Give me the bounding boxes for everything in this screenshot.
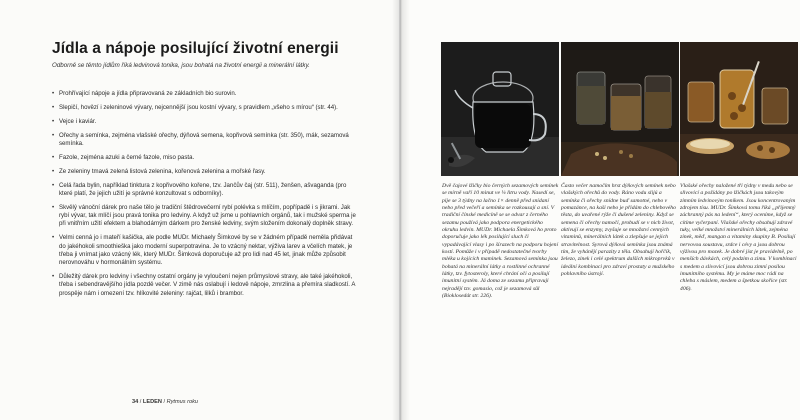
list-item: • Fazole, zejména azuki a černé fazole, miso pasta.	[52, 153, 195, 161]
page-subtitle: Odborně se těmto jídlům říká ledvinová tonika, jsou bohatá na životní energii a minerální látky.	[52, 62, 310, 69]
walnut-honey-photo	[680, 42, 798, 176]
footer-separator: /	[139, 399, 142, 405]
page-number: 34	[132, 399, 139, 405]
footer-section: LEDEN	[142, 399, 162, 405]
footer-separator: /	[163, 399, 166, 405]
list-item: • Skvělý vánoční dárek pro naše tělo je tradiční štědrovečerní rybí polévka s mlíčím, popřípadě i s jikrami. Jak rybí vývar, tak mlíčí jsou pravá tonika pro ledviny. A když už jsme u pohlavních orgánů, tak i mužské sperma je při vnitřním užití efektem a blahodárným dárkem pro ženské ledviny, svým složením dokonalý doplněk stravy.	[52, 203, 356, 228]
right-page	[401, 0, 800, 420]
footer-subtitle: Rytmus roku	[166, 399, 198, 405]
list-item: • Celá řada bylin, například tinktura z kopřivového kořene, tzv. Jančův čaj (str. 511), ženšen, ašvaganda (pro které platí, že jejich užití je správné konzultovat s odborníky).	[52, 181, 347, 197]
bullet-icon: •	[52, 90, 55, 97]
list-item: • Velmi cenná jo i mateří kašička, ale podle MUDr. Michaely Šimkové by se v žádném případě neměla přidávat do jakéhokoli smoothieška jako moderní superpotravina. Je to vzácný nektar, výživa larev a včelích matek, je třeba ji vnímat jako vzácný lék, který MUDr. Šimková doporučuje až pro lidi nad 45 let, jinak může způsobit nerovnováhu v hormonálním systému.	[52, 234, 353, 267]
bullet-icon: •	[52, 203, 55, 211]
bullet-icon: •	[52, 117, 55, 125]
bullet-list	[52, 90, 358, 304]
bullet-icon: •	[52, 103, 55, 111]
text-column-sesame: Dvě čajové lžičky bio černých sezamových semínek se mírně vaří 10 minut ve ¼ litru vody. Nasedí se, pije se 3 týdny na lačno 1× denně před snídaní nebo před večeří a semínka se rozkousají a sní. V tradiční čínské medicíně se se odvar z černého sezamu používá jako podpora energetického okruhu ledvin. MUDr. Michaela Šimková ho proto doporučuje jako lék posilující sluch či vypadávající vlasy i po šírazech na podporu hojení kostí. Pomůže i v případě nedostatečné tvorby mléka u kojících maminek. Sezamová semínka jsou bohatá na minerální látky a rostlinné ochranné látky, tzv. fytosteroly, které chrání oči a posilují imunitní systém. Já doma ze sezamu připravuji nejradějí tzv. gomasio, což je sezamová sůl (Bioklosedát str. 226).	[442, 183, 559, 300]
list-item: • Vejce i kaviár.	[52, 117, 97, 125]
list-item: • Slepičí, hovězí i zeleninové vývary, nejcennější jsou kostní vývary, s pravidlem „všeho s mírou“ (str. 44).	[52, 103, 338, 111]
page-footer	[132, 399, 198, 405]
sesame-tea-photo	[441, 42, 559, 176]
bullet-icon: •	[52, 167, 55, 175]
bullet-icon: •	[52, 131, 55, 139]
list-item: • Důležitý dárek pro ledviny i všechny ostatní orgány je vyloučení nejen průmyslové stravy, ale také jakéhokoli, třeba i sebendravějšího jídla pozdě večer. V zimě nás oslabují i ledově nápoje, zmrzlina a přemíra sladkostí. A prospěje nám i omezení tzv. hlíkovité zeleniny: rajčat, lilků i brambor.	[52, 273, 356, 297]
bullet-icon: •	[52, 234, 55, 242]
text-column-walnuts: Vlašské ořechy naložené tři týdny v medu nebo se slivovicí a požídány po lžičkách jsou takovým zimním ledvinovým toníkem. Jsou koncentrovaným zdrojem tísu. MUDr. Šimková tomu říká „přijemný záchranný pás na ledení“, který oceníme, když se cítíme vyčerpaní. Vlašské ořechy obsahují zdravé tuky, velké množství minerálních látek, zejména zinek, měď, mangan a vitaminy skupiny B. Posilují nervovou soustavu, srdce i cévy a jsou dobrou výživou pro mozek. Je dobré jíst je pravidelně, po menších dávkách, celý podzim a zimu. V kombinaci s medem a slivovicí jsou dobrou zimní posilou imunitního systému. My je máme moc rádi na chleba s máslem, medem a špetkou skořice (str. 406).	[680, 183, 797, 292]
text-column-seeds: Často večer namočím hrst dýňových semínek nebo vlašských ořechů do vody. Ráno vodu slijú a semínka či ořechy snídne buď samotné, nebo v pomazánce, na kaši nebo je přidám do chlebového těsta, do uvařené rýže či dušené zeleniny. Když se semena či ořechy namočí, probudí se v nich život, aktivují se enzymy, zvyšuje se množství cenných vitaminů, minerálních látek a zlepšuje se jejich stravitelnost. Syrová dýňová semínka jsou známá tím, že vyhánějí parazity z těla. Obsahují hořčík, železo, zinek i celé spektrum dalších mikroprvků v ideální kombinaci pro zdraví prostaty a mužského pohlavního ústrojí.	[561, 183, 676, 278]
list-item: • Ze zeleniny tmavá zelená listová zelenina, kořenová zelenina a mořské řasy.	[52, 167, 266, 175]
bullet-icon: •	[52, 273, 55, 281]
bullet-icon: •	[52, 153, 55, 161]
bullet-icon: •	[52, 181, 55, 189]
left-page	[0, 0, 399, 420]
list-item: • Ořechy a semínka, zejména vlašské ořechy, dýňová semena, kopřivová semínka (str. 350), mák, sezamová semínka.	[52, 131, 349, 147]
list-item: • Prohřívající nápoje a jídla připravovaná ze základních bio surovin.	[52, 90, 237, 97]
page-title: Jídla a nápoje posilující životní energii	[52, 40, 339, 57]
book-gutter	[392, 0, 410, 420]
seed-jars-photo	[561, 42, 679, 176]
